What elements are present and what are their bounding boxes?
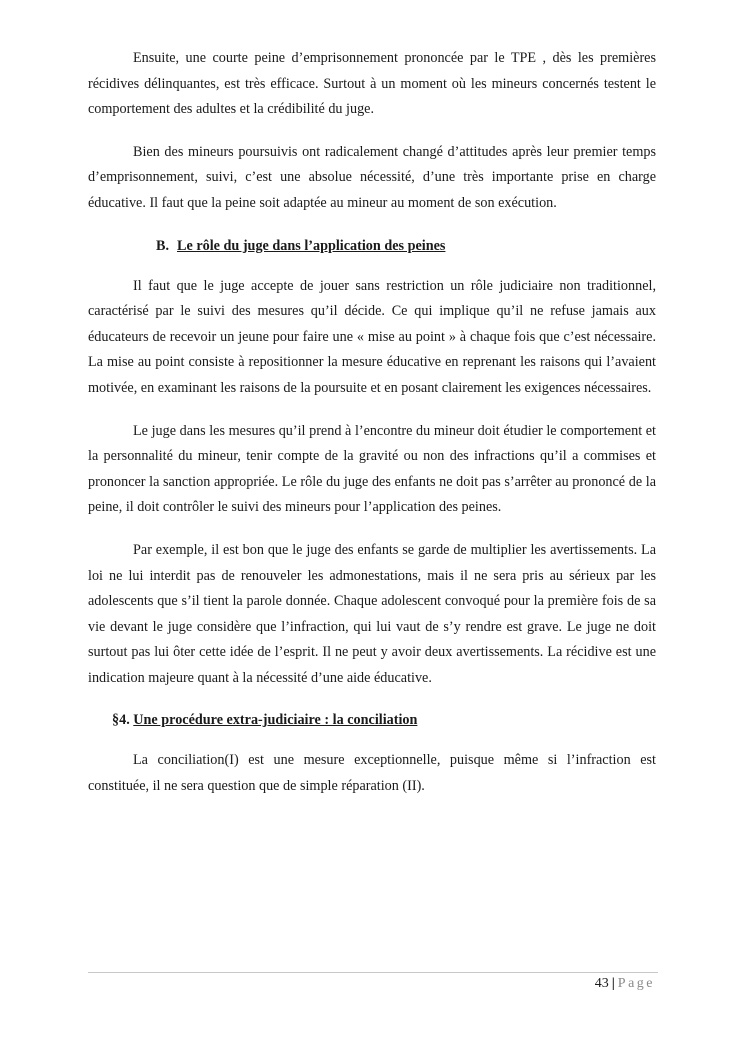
footer-separator: | [611,976,615,991]
section-heading-4 [88,708,656,732]
section-heading-b-marker: B. [156,237,170,254]
document-page [88,46,656,817]
paragraph-5: Par exemple, il est bon que le juge des enfants se garde de multiplier les avertissements. La loi ne lui interdit pas de renouveler les admonestations, mais il ne sera pris au sérieux par les adolescents que s’il tient la parole donnée. Chaque adolescent convoqué pour la première fois de sa vie devant le juge considère que l’infraction, qui lui vaut de s’y rendre est grave. Le juge ne doit surtout pas lui ôter cette idée de l’esprit. Il ne peut y avoir deux avertissements. La récidive est une indication majeure quant à la nécessité d’une aide éducative. [88,541,656,686]
section-heading-b [88,234,656,258]
page-number: 43 [594,976,609,991]
paragraph-6: La conciliation(I) est une mesure exceptionnelle, puisque même si l’infraction est constituée, il ne sera question que de simple réparation (II). [88,752,656,795]
section-heading-4-title: Une procédure extra-judiciaire : la conciliation [133,712,418,729]
section-heading-4-marker: §4. [112,712,130,729]
page-footer [595,974,655,994]
paragraph-1: Ensuite, une courte peine d’emprisonnement prononcée par le TPE , dès les premières récidives délinquantes, est très efficace. Surtout à un moment où les mineurs concernés testent le comportement des adultes et la crédibilité du juge. [88,50,656,118]
page-label: Page [617,976,655,991]
paragraph-3: Il faut que le juge accepte de jouer sans restriction un rôle judiciaire non traditionnel, caractérisé par le suivi des mesures qu’il décide. Ce qui implique qu’il ne refuse jamais aux éducateurs de recevoir un jeune pour faire une « mise au point » à chaque fois que c’est nécessaire. La mise au point consiste à repositionner la mesure éducative en reprenant les raisons qui l’avaient motivée, en examinant les raisons de la poursuite et en posant clairement les exigences nécessaires. [88,277,656,396]
paragraph-4: Le juge dans les mesures qu’il prend à l’encontre du mineur doit étudier le comportement et la personnalité du mineur, tenir compte de la gravité ou non des infractions qu’il a commises et prononcer la sanction appropriée. Le rôle du juge des enfants ne doit pas s’arrêter au prononcé de la peine, il doit contrôler le suivi des mineurs pour l’application des peines. [88,422,656,516]
section-heading-b-title: Le rôle du juge dans l’application des peines [177,237,446,254]
footer-divider [88,972,658,973]
paragraph-2: Bien des mineurs poursuivis ont radicalement changé d’attitudes après leur premier temps d’emprisonnement, suivi, c’est une absolue nécessité, d’une très importante prise en charge éducative. Il faut que la peine soit adaptée au mineur au moment de son exécution. [88,143,656,211]
